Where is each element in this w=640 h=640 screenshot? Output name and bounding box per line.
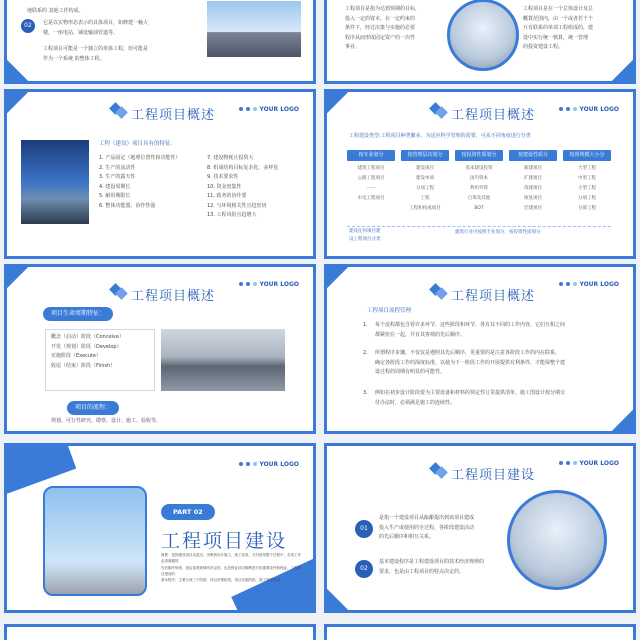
category-header: 按建设性质分 — [509, 150, 557, 161]
divider — [347, 226, 611, 227]
text-line: 投入生产或使用的全过程，各阶段建设活动 — [379, 524, 475, 531]
process-text: 规划、可行性研究、勘察、设计、施工、验收等。 — [51, 418, 162, 424]
category-item: 分部工程 — [578, 205, 596, 211]
category-column — [401, 164, 449, 213]
text-line: 设中实行统一核算，统一管理 — [523, 34, 589, 41]
point-text — [375, 349, 625, 378]
category-item: ······ — [366, 185, 376, 191]
number-badge: 02 — [355, 560, 373, 578]
text-line: 作为一个系统 的整体工程。 — [43, 55, 105, 62]
list-item: 3. 生产的露天性 — [99, 174, 136, 180]
phase-item: 概念（启动）阶段（Conceive） — [51, 334, 124, 340]
text-line: 设过程的周期有明显的可能性。 — [375, 369, 446, 375]
category-item: 分项工程 — [578, 195, 596, 201]
decorative-dots — [559, 461, 577, 465]
title-diamond-icon — [431, 104, 447, 120]
section-title: 工程项目建设 — [161, 530, 288, 552]
text-line: 建设任何项目建 — [349, 229, 381, 234]
category-header: 按照规模大小分 — [563, 150, 611, 161]
text-line: 设工程项目分类 — [349, 237, 381, 243]
text-line: 工程项目是指为达到预期的目标， — [345, 6, 421, 12]
slide-corner-decoration — [324, 89, 348, 113]
slide-1-body-2 — [43, 45, 183, 64]
list-item: 7. 建设物耗且投资大 — [207, 155, 254, 161]
text-line: 例如在初步设计阶段要为主要设备和材料的预定性订货提供清单，施工图设计按分期交 — [375, 390, 566, 396]
category-item: 扩建项目 — [524, 175, 542, 181]
text-line: 所谓程序步骤，不仅仅是遵照其先后顺序，更重要的是注意各阶段工作的内在联系， — [375, 350, 561, 356]
text-line: 条件下，经过决策与实施的必要 — [345, 25, 416, 31]
text-line: 投入一定的资本，在一定约束的 — [345, 15, 416, 22]
slide-2[interactable] — [324, 0, 636, 84]
text-line: 的投资建设工程。 — [523, 44, 564, 50]
category-item: BOT — [474, 205, 484, 211]
blueprint-photo — [447, 0, 519, 71]
list-item: 6. 整体功能器、协作性强 — [99, 202, 156, 209]
list-item: 9. 技术要求性 — [207, 174, 239, 180]
text-line: 的先后顺序和相互关系。 — [379, 534, 435, 540]
category-item: 迁建项目 — [524, 205, 542, 211]
text-line: 基本建设程序是工程建设项目的技术经济规律的 — [379, 559, 485, 565]
category-item: 分项工程 — [416, 185, 434, 191]
slide-3[interactable] — [4, 89, 316, 259]
point-number: 1. — [363, 322, 368, 328]
list-item: 13. 工程风险且趋增大 — [207, 212, 257, 218]
slide-title: 工程项目建设 — [451, 468, 536, 483]
text-line: 都紧密在一起，并有其客观的先后顺序。 — [375, 331, 466, 338]
category-item: 小型工程 — [578, 185, 596, 191]
list-item: 8. 组成结构目标复杂化、多样化 — [207, 164, 279, 171]
title-diamond-icon — [111, 285, 127, 301]
logo-text: YOUR LOGO — [579, 460, 619, 467]
slide-5[interactable] — [4, 264, 316, 434]
slide-title: 工程项目概述 — [131, 108, 216, 123]
text-line: 概算范围内，由一个或者若干个 — [523, 15, 594, 22]
logo-text: YOUR LOGO — [579, 106, 619, 113]
process-label: 项目的流程： — [67, 401, 119, 415]
category-item: 公路工程项目 — [357, 175, 385, 181]
category-item: 改建项目 — [524, 185, 542, 191]
category-column — [347, 164, 395, 204]
list-item: 11. 政务的协作要 — [207, 193, 247, 199]
text-line: 它是以实物形态表示的具体项目，如修建一幢大 — [43, 20, 149, 26]
bridge-photo — [161, 329, 285, 391]
list-item: 2. 生产的流动性 — [99, 164, 136, 171]
text-line: 程序从而形成固定资产的一次性 — [345, 34, 416, 41]
text-line: 事业。 — [345, 44, 361, 50]
category-item: 工程 — [420, 195, 430, 201]
decorative-dots — [559, 107, 577, 111]
slide-corner-decoration — [4, 89, 28, 113]
text-line: 付办法时，必须满足施工的连续性。 — [375, 399, 456, 406]
point-text — [375, 321, 625, 340]
category-item: 建设项目 — [416, 166, 434, 171]
night-bridge-photo — [21, 140, 89, 224]
slide-corner-decoration — [4, 264, 28, 288]
category-item: 工程和构成项目 — [409, 205, 441, 211]
part-badge: PART 02 — [161, 504, 215, 520]
text-line: 先后顺序规则，是由客观规律所决定的，也是保证项目顺利进行的重要条件和保证，工程项目建设的 — [161, 565, 301, 576]
phase-item: 实施阶段（Execute） — [51, 353, 101, 359]
city-construction-photo — [207, 1, 301, 57]
text-line: 互有联系的单项工程组成的，建 — [523, 25, 594, 31]
construction-crane-photo — [43, 486, 147, 596]
decorative-dots — [239, 282, 257, 286]
text-line: 每个流程都包含着许多环节，这些阶段和环节，各有其不同的工作内容，它们互相之间 — [375, 322, 566, 328]
logo-text: YOUR LOGO — [259, 281, 299, 288]
number-badge: 02 — [21, 19, 35, 33]
category-item: 大型工程 — [578, 166, 596, 171]
category-column — [563, 164, 611, 213]
text-line: 确定各阶段工作的深度标准，以使为下一阶段工作的开展提供有利条件，才能保整个建 — [375, 359, 566, 366]
construction-workers-photo — [507, 490, 607, 590]
classification-intro: 工程建设类型:工程项目种类繁多，为适应科学管理的需要，可从不同角度进行分类 — [349, 133, 531, 139]
slide-4[interactable] — [324, 89, 636, 259]
slide-7[interactable] — [4, 443, 316, 613]
list-item: 1. 产品固定（地理位置性和功能性） — [99, 155, 181, 161]
point-text — [375, 389, 625, 408]
decorative-dots — [239, 107, 257, 111]
slide-corner-decoration — [612, 410, 636, 434]
text-line: 简要：是指建设项目从提出、决策到设计施工、竣工验收、交付使用整个过程中，各项工作必须遵循的 — [161, 553, 301, 564]
category-item: 新建项目 — [524, 166, 542, 171]
footer-right-note: 建筑行业可按照专业划分，按投资性质划分 — [455, 230, 541, 235]
slide-title: 工程项目概述 — [451, 108, 536, 123]
category-item: 自筹及其他 — [467, 195, 491, 201]
category-header: 按专业划分 — [347, 150, 395, 161]
logo-text: YOUR LOGO — [259, 461, 299, 468]
decorative-dots — [239, 462, 257, 466]
category-item: 利用外资 — [470, 185, 488, 191]
slide-2-right-text — [523, 5, 623, 53]
slide-8[interactable] — [324, 443, 636, 613]
text-line: 工程项目可能是一个独立的单体工程，但可能是 — [43, 46, 149, 52]
slide-1-text — [27, 7, 177, 17]
category-column — [455, 164, 503, 213]
category-item: 建设单项 — [416, 175, 434, 181]
category-item: 恢复项目 — [524, 195, 542, 201]
footer-left-note — [349, 228, 381, 244]
category-item: 建筑工程项目 — [357, 166, 385, 171]
section-description — [161, 552, 301, 583]
phase-item: 开发（规划）阶段（Develop） — [51, 343, 122, 350]
title-diamond-icon — [111, 104, 127, 120]
text-line: 基本程序，主要分成三个阶段：项目决策阶段、项目实施阶段、竣工验收阶段。 — [161, 578, 284, 583]
category-item: 基本建设投资 — [465, 166, 493, 171]
item-text — [379, 558, 503, 577]
slide-1[interactable] — [4, 0, 316, 84]
slide-corner-decoration — [324, 264, 348, 288]
text-line: 工程项目是在一个总体设计及总 — [523, 6, 594, 12]
decorative-dots — [559, 282, 577, 286]
text-line: 地联系的 其他工作构成。 — [27, 8, 84, 14]
title-diamond-icon — [431, 464, 447, 480]
slide-corner-decoration — [4, 60, 28, 84]
list-item: 5. 耐用期限长 — [99, 193, 131, 199]
item-text — [379, 514, 503, 543]
process-subtitle: 工程项目流程管理 — [367, 308, 412, 314]
text-line: 是指一个建设项目从酝酿提出到该项目建成 — [379, 515, 475, 521]
list-item: 10. 资金密集性 — [207, 183, 242, 190]
title-diamond-icon — [431, 285, 447, 301]
slide-corner-decoration — [612, 60, 636, 84]
text-line: 楼，一座电站，铺设输油管道等。 — [43, 29, 119, 36]
phase-item: 收尾（结束）阶段（Finish） — [51, 362, 116, 369]
category-column — [509, 164, 557, 213]
list-item: 4. 建设周期长 — [99, 183, 131, 190]
slide-6[interactable] — [324, 264, 636, 434]
slide-title: 工程项目概述 — [131, 289, 216, 304]
list-item: 12. 与环境相关性且趋密切 — [207, 202, 267, 209]
logo-text: YOUR LOGO — [579, 281, 619, 288]
feature-intro: 工程（建设）项目具有的特征： — [99, 141, 177, 147]
number-badge: 01 — [355, 520, 373, 538]
category-header: 按管理层次划分 — [401, 150, 449, 161]
point-number: 3. — [363, 390, 368, 396]
slide-corner-decoration — [324, 589, 348, 613]
phase-list — [51, 333, 155, 371]
slide-title: 工程项目概述 — [451, 289, 536, 304]
category-item: 中型工程 — [578, 175, 596, 181]
lifecycle-label: 项目生命周期特征： — [43, 307, 113, 321]
text-line: 要求，也是由工程项目的特点决定的。 — [379, 568, 465, 575]
feature-list-left — [99, 154, 209, 211]
slide-9[interactable] — [4, 624, 316, 640]
logo-text: YOUR LOGO — [259, 106, 299, 113]
point-number: 2. — [363, 350, 368, 356]
category-header: 按投资性质划分 — [455, 150, 503, 161]
slide-10[interactable] — [324, 624, 636, 640]
category-item: 水电工程项目 — [357, 195, 385, 201]
slide-1-body — [43, 19, 183, 38]
feature-list-right — [207, 154, 311, 221]
category-item: 国内资本 — [470, 175, 488, 181]
